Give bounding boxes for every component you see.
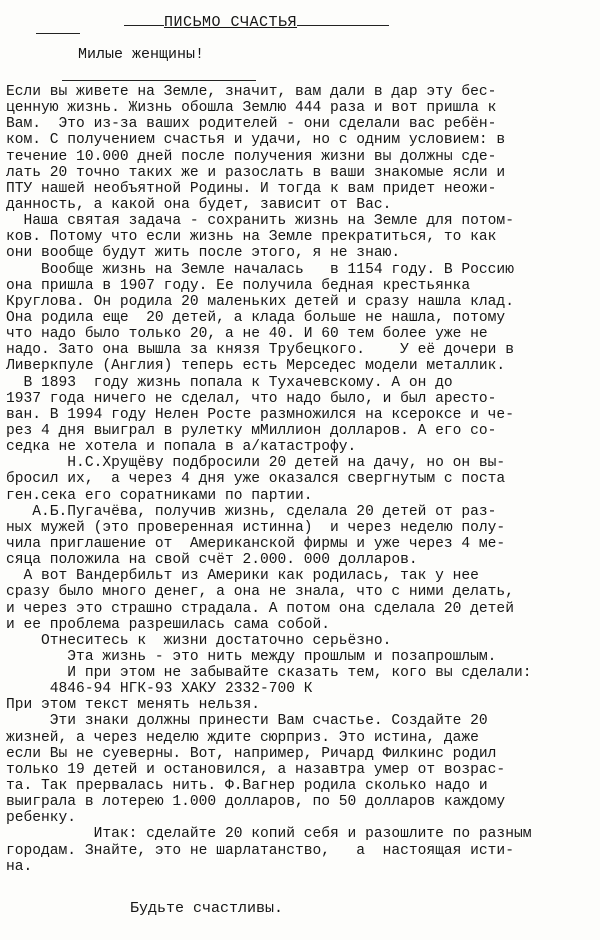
body-line: 1937 года ничего не сделал, что надо было, и был аресто- xyxy=(6,390,497,407)
body-line: данность, а какой она будет, зависит от Вас. xyxy=(6,196,392,213)
signoff: Будьте счастливы. xyxy=(130,900,284,917)
body-line: ПТУ нашей необъятной Родины. И тогда к вам придет неожи- xyxy=(6,180,497,197)
body-line: Если вы живете на Земле, значит, вам дали в дар эту бес- xyxy=(6,84,497,100)
body-line: Вообще жизнь на Земле началась в 1154 году. В Россию xyxy=(6,261,514,278)
body-line: При этом текст менять нельзя. xyxy=(6,697,260,714)
body-line: та. Так прервалась нить. Ф.Вагнер родила сколько надо и xyxy=(6,778,488,795)
body-line: Вам. Это из-за ваших родителей - они сделали вас ребён- xyxy=(6,116,497,133)
body-line: Ливеркпуле (Англия) теперь есть Мерседес модели металлик. xyxy=(6,358,506,375)
greeting-underline xyxy=(62,80,256,81)
body-line: Наша святая задача - сохранить жизнь на Земле для потом- xyxy=(6,213,514,230)
body-line: 4846-94 НГК-93 ХАКУ 2332-700 К xyxy=(6,681,313,698)
title-line xyxy=(124,14,404,31)
body-line: на. xyxy=(6,858,33,875)
body-line: городам. Знайте, это не шарлатанство, а настоящая исти- xyxy=(6,842,514,859)
body-line: А вот Вандербильт из Америки как родилась, так у нее xyxy=(6,568,479,585)
body-line: А.Б.Пугачёва, получив жизнь, сделала 20 детей от раз- xyxy=(6,503,497,520)
body-line: рез 4 дня выиграл в рулетку мМиллион долларов. А его со- xyxy=(6,422,497,439)
body-line: она пришла в 1907 году. Ее получила бедная крестьянка xyxy=(6,277,471,294)
body-line: лать 20 точно таких же и разослать в ваши знакомые ясли и xyxy=(6,164,506,181)
body-line: чила приглашение от Американской фирмы и уже через 4 ме- xyxy=(6,535,506,552)
body-line: сразу было много денег, а она не знала, что с ними делать, xyxy=(6,584,514,601)
body-line: сяца положила на свой счёт 2.000. 000 долларов. xyxy=(6,552,418,569)
body-line: бросил их, а через 4 дня уже оказался свергнутым с поста xyxy=(6,471,506,488)
body-line: Эта жизнь - это нить между прошлым и позапрошлым. xyxy=(6,648,497,665)
body-line: ван. В 1994 году Нелен Росте размножился на ксероксе и че- xyxy=(6,406,514,423)
body-line: ных мужей (это проверенная истинна) и через неделю полу- xyxy=(6,519,506,536)
body-line: ген.сека его соратниками по партии. xyxy=(6,487,313,504)
body-line: и ее проблема разрешилась сама собой. xyxy=(6,616,331,633)
body-line: жизней, а через неделю ждите сюрприз. Это истина, даже xyxy=(6,729,479,746)
header-blank-line xyxy=(36,33,80,34)
body-line: только 19 детей и остановился, а назавтра умер от возрас- xyxy=(6,761,506,778)
body-line: Итак: сделайте 20 копий себя и разошлите по разным xyxy=(6,826,532,843)
body-line: надо. Зато она вышла за князя Трубецкого. У её дочери в xyxy=(6,342,514,359)
body-line: И при этом не забывайте сказать тем, кого вы сделали: xyxy=(6,665,532,682)
body-line: Она родила еще 20 детей, а клада больше не нашла, потому xyxy=(6,309,506,326)
body-line: течение 10.000 дней после получения жизни вы должны сде- xyxy=(6,148,497,165)
body-line: Круглова. Он родила 20 маленьких детей и сразу нашла клад. xyxy=(6,293,514,310)
greeting: Милые женщины! xyxy=(78,46,205,63)
body-line: если Вы не суеверны. Вот, например, Ричард Филкинс родил xyxy=(6,745,497,762)
body-line: что надо было только 20, а не 40. И 60 тем более уже не xyxy=(6,326,488,343)
body-line: Н.С.Хрущёву подбросили 20 детей на дачу, но он вы- xyxy=(6,455,506,472)
letter-body xyxy=(6,84,596,875)
body-line: выиграла в лотерею 1.000 долларов, по 50 долларов каждому xyxy=(6,794,506,811)
title-leading-rule xyxy=(124,25,164,26)
body-line: и через это страшно страдала. А потом она сделала 20 детей xyxy=(6,600,514,617)
body-line: Отнеситесь к жизни достаточно серьёзно. xyxy=(6,632,392,649)
body-line: седка не хотела и попала в а/катастрофу. xyxy=(6,439,357,456)
body-line: они вообще будут жить после этого, я не знаю. xyxy=(6,245,401,262)
letter-title: ПИСЬМО СЧАСТЬЯ xyxy=(164,14,298,31)
body-line: ков. Потому что если жизнь на Земле прекратиться, то как xyxy=(6,229,497,246)
body-line: ком. С получением счастья и удачи, но с одним условием: в xyxy=(6,132,506,149)
body-line: ценную жизнь. Жизнь обошла Землю 444 раза и вот пришла к xyxy=(6,100,497,117)
body-line: ребенку. xyxy=(6,810,77,827)
title-trailing-rule xyxy=(297,25,389,26)
body-line: Эти знаки должны принести Вам счастье. Создайте 20 xyxy=(6,713,488,730)
body-line: В 1893 году жизнь попала к Тухачевскому. А он до xyxy=(6,374,453,391)
